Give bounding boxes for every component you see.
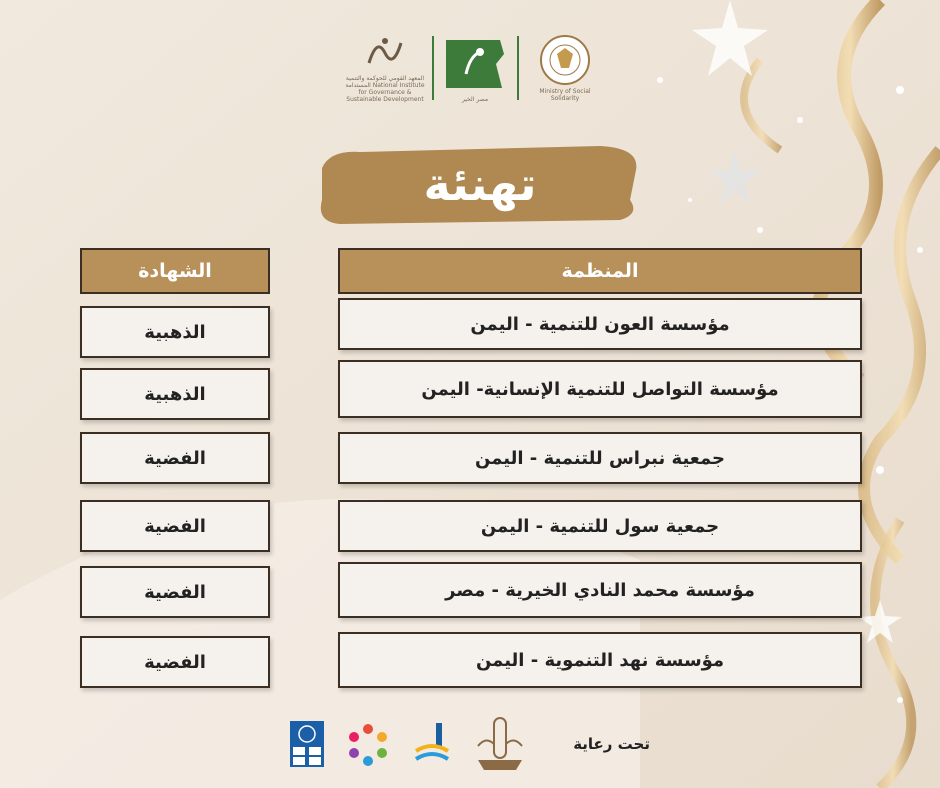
top-logos (345, 28, 605, 108)
undp-logo-icon (290, 721, 324, 767)
certificate-cell: الفضية (80, 636, 270, 688)
certificate-cell: الفضية (80, 432, 270, 484)
organization-cell: جمعية سول للتنمية - اليمن (338, 500, 862, 552)
certificate-cell: الذهبية (80, 306, 270, 358)
column-header-certificate: الشهادة (80, 248, 270, 294)
certificate-cell: الفضية (80, 500, 270, 552)
organization-cell: جمعية نبراس للتنمية - اليمن (338, 432, 862, 484)
logo-divider (432, 36, 434, 100)
masr-logo (440, 34, 510, 103)
sponsor-label: تحت رعاية (573, 735, 650, 753)
ministry-social-solidarity-logo (525, 34, 605, 102)
sponsors-footer (290, 714, 650, 774)
certificate-cell: الفضية (80, 566, 270, 618)
logo-caption: مصر الخير (461, 95, 489, 103)
certificate-cell: الذهبية (80, 368, 270, 420)
title-banner (320, 140, 640, 228)
logo-caption: Ministry of Social Solidarity (539, 88, 591, 102)
column-header-organization: المنظمة (338, 248, 862, 294)
page-title: تهنئة (423, 157, 537, 211)
organization-cell: مؤسسة نهد التنموية - اليمن (338, 632, 862, 688)
sdsbc-logo-icon (412, 721, 452, 767)
organization-cell: مؤسسة العون للتنمية - اليمن (338, 298, 862, 350)
arab-network-ngos-logo-icon (345, 721, 391, 767)
logo-divider (517, 36, 519, 100)
national-institute-governance-logo (345, 33, 425, 103)
ministry-seal-icon (539, 34, 591, 86)
logo-caption: المعهد القومي للحوكمة والتنمية المستدامة National Institute for Governance & Sustainable Development (345, 75, 425, 103)
organization-cell: مؤسسة التواصل للتنمية الإنسانية- اليمن (338, 360, 862, 418)
egypt-map-icon (440, 34, 510, 94)
calligraphy-emblem-icon (363, 33, 407, 73)
organization-cell: مؤسسة محمد النادي الخيرية - مصر (338, 562, 862, 618)
eso-logo-icon (472, 716, 528, 772)
